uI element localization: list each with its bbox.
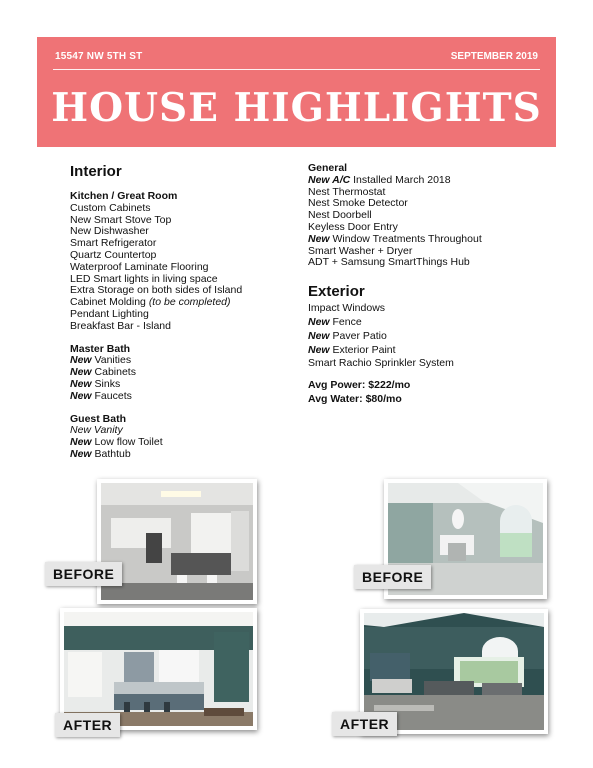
item-text: Faucets: [94, 389, 132, 402]
list-item: Waterproof Laminate Flooring: [70, 260, 209, 273]
before-tag: BEFORE: [354, 565, 431, 589]
item-text: Sinks: [94, 377, 121, 390]
list-item: [70, 449, 290, 461]
list-item: Custom Cabinets: [70, 201, 151, 214]
item-text: Low flow Toilet: [94, 436, 163, 449]
molding-note: (to be completed): [148, 296, 231, 309]
new-label: New: [308, 315, 330, 328]
flyer-date: SEPTEMBER 2019: [450, 51, 538, 62]
new-label: New A/C: [308, 173, 351, 186]
item-text: Paver Patio: [332, 329, 387, 342]
kitchen-after-photo: [60, 608, 257, 730]
list-item: [70, 391, 290, 403]
before-tag: BEFORE: [45, 562, 122, 586]
new-label: New: [308, 343, 330, 356]
list-item: ADT + Samsung SmartThings Hub: [308, 256, 470, 269]
list-item: Smart Washer + Dryer: [308, 244, 413, 257]
list-item: Nest Thermostat: [308, 185, 386, 198]
list-item: Smart Rachio Sprinkler System: [308, 357, 454, 370]
list-item: Quartz Countertop: [70, 248, 157, 261]
item-text: Window Treatments Throughout: [332, 232, 482, 245]
list-item: Breakfast Bar - Island: [70, 319, 171, 332]
item-text: Cabinets: [94, 366, 136, 379]
item-text: Exterior Paint: [332, 343, 396, 356]
page-title: HOUSE HIGHLIGHTS: [51, 85, 542, 131]
molding-text: Cabinet Molding: [70, 296, 146, 309]
general-heading: General: [308, 162, 348, 174]
avg-power: [308, 380, 538, 392]
after-tag: AFTER: [332, 712, 397, 736]
after-tag: AFTER: [55, 713, 120, 737]
list-item: New Smart Stove Top: [70, 213, 172, 226]
avg-water: [308, 394, 538, 406]
item-text: Installed March 2018: [353, 173, 451, 186]
new-label: New: [70, 354, 92, 367]
interior-column: [70, 163, 290, 461]
list-item: New Dishwasher: [70, 225, 149, 238]
exterior-heading: Exterior: [308, 283, 365, 301]
interior-heading: Interior: [70, 163, 122, 180]
list-item: [308, 345, 538, 357]
list-item: Nest Smoke Detector: [308, 197, 408, 210]
list-item: [308, 234, 538, 246]
avg-water-value: $80/mo: [365, 392, 402, 405]
new-label: New: [70, 447, 92, 460]
list-item: LED Smart lights in living space: [70, 272, 218, 285]
header-divider: [53, 69, 540, 70]
item-text: New Vanity: [70, 424, 123, 437]
list-item: Smart Refrigerator: [70, 237, 157, 250]
kitchen-after-image: [64, 612, 253, 726]
item-text: Vanities: [94, 354, 132, 367]
new-label: New: [70, 377, 92, 390]
kitchen-heading: Kitchen / Great Room: [70, 190, 178, 202]
item-text: Bathtub: [94, 447, 131, 460]
list-item: Pendant Lighting: [70, 307, 149, 320]
new-label: New: [70, 436, 92, 449]
header-banner: [37, 37, 556, 147]
list-item: Extra Storage on both sides of Island: [70, 284, 243, 297]
list-item: Nest Doorbell: [308, 209, 372, 222]
list-item: Impact Windows: [308, 302, 386, 315]
new-label: New: [70, 389, 92, 402]
list-item: [308, 317, 538, 329]
list-item: [308, 175, 538, 187]
master-bath-heading: Master Bath: [70, 342, 131, 355]
property-address: 15547 NW 5TH ST: [55, 51, 143, 62]
list-item: Keyless Door Entry: [308, 220, 398, 233]
avg-power-label: Avg Power:: [308, 379, 366, 392]
avg-power-value: $222/mo: [368, 379, 411, 392]
avg-water-label: Avg Water:: [308, 392, 363, 405]
list-item: [308, 331, 538, 343]
new-label: New: [308, 329, 330, 342]
new-label: New: [70, 366, 92, 379]
new-label: New: [308, 232, 330, 245]
general-column: [308, 163, 538, 406]
guest-bath-heading: Guest Bath: [70, 412, 127, 425]
kitchen-before-image: [101, 483, 253, 600]
item-text: Fence: [332, 315, 362, 328]
